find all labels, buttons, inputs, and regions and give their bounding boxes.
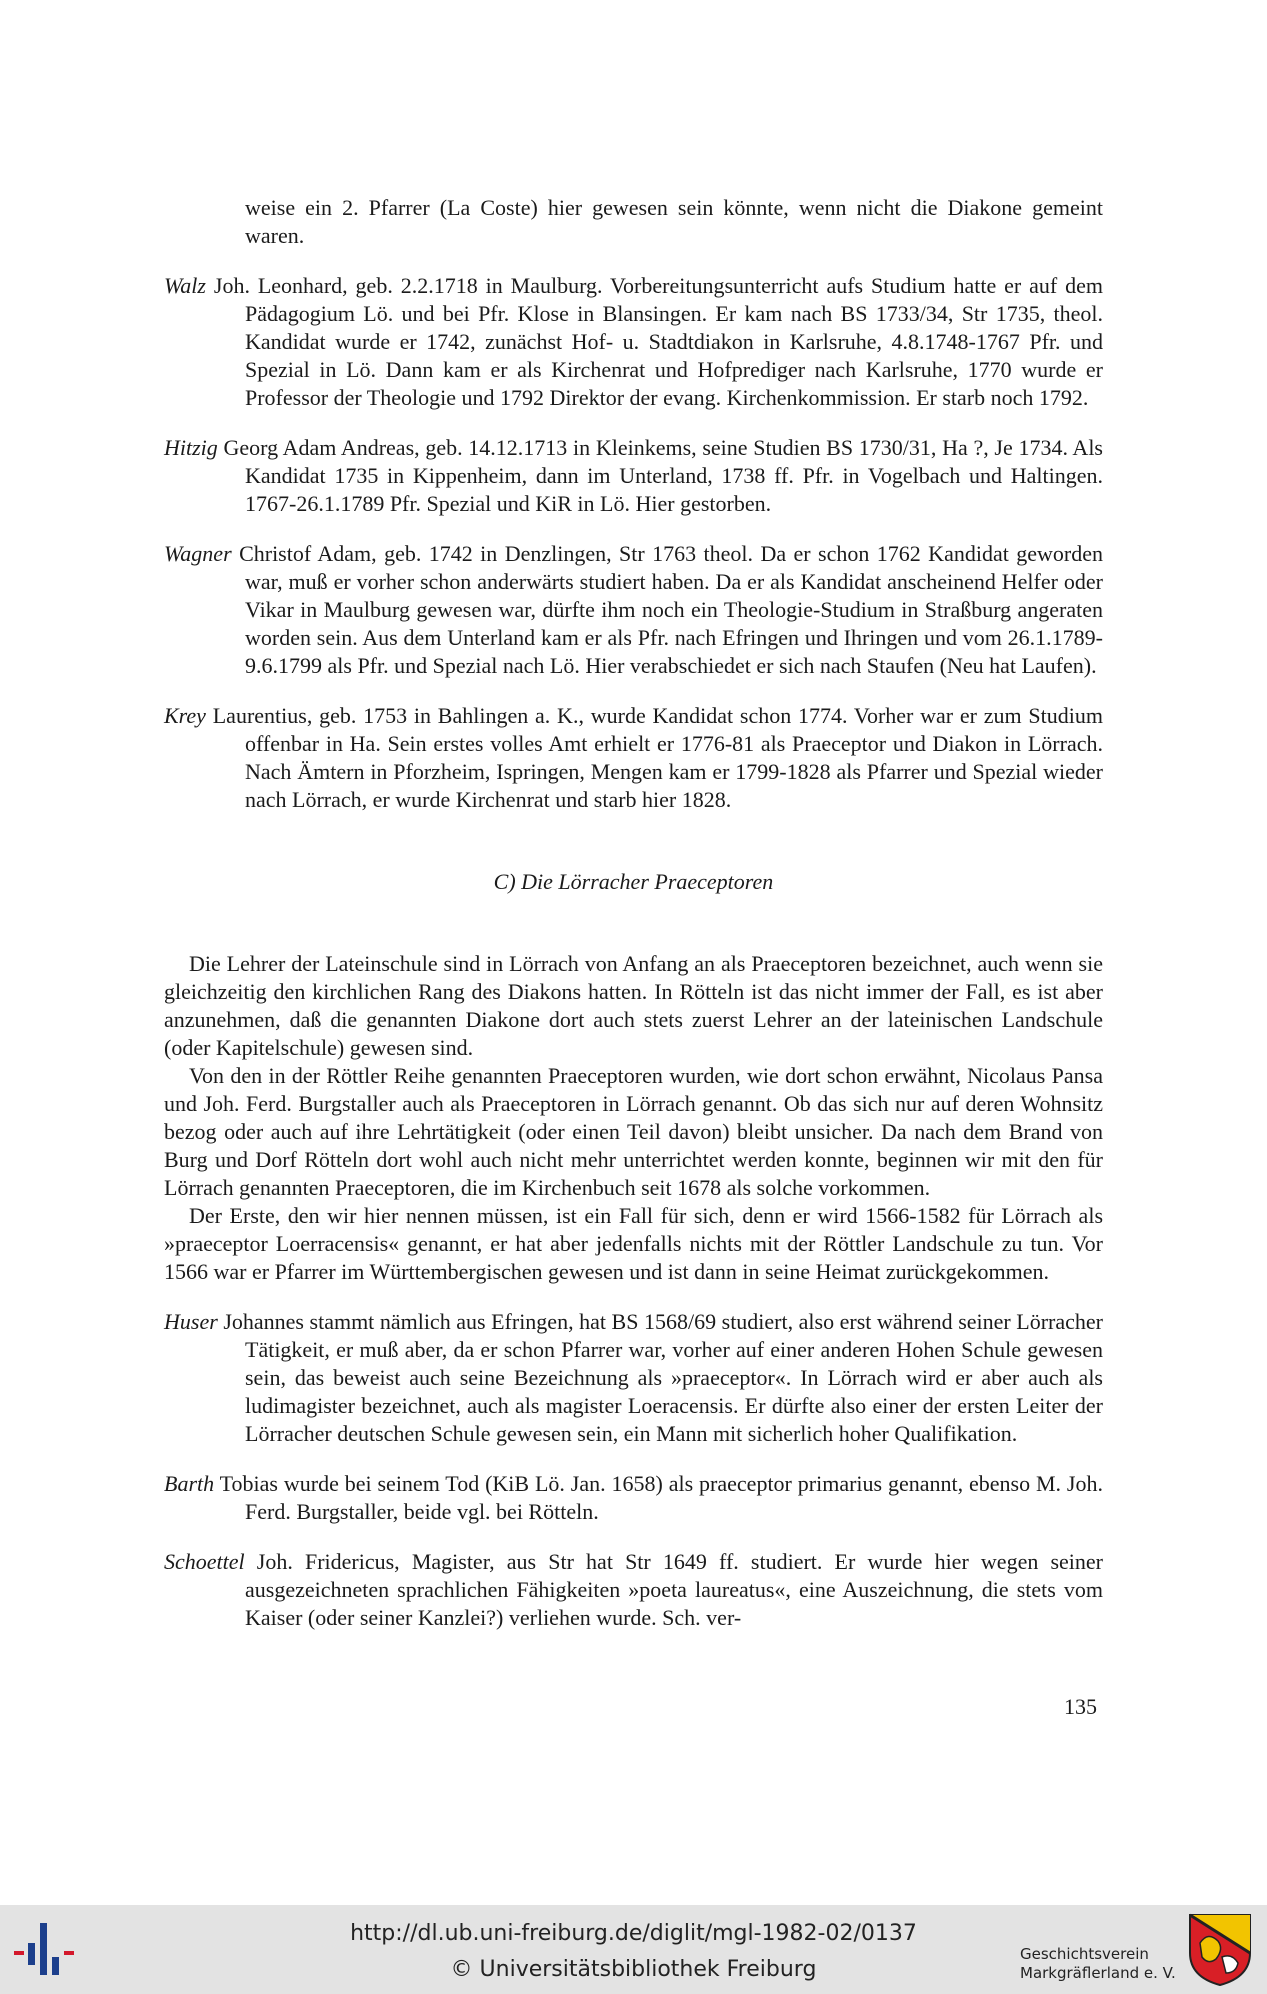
entry-text: Johannes stammt nämlich aus Efringen, hat BS 1568/69 studiert, also erst während seiner Lörracher Tätigkeit, er muß aber, da er schon Pfarrer war, vorher auf einer anderen Hohen Schule gewesen sein, das beweist auch seine Bezeichnung als »praeceptor«. In Lörrach wird er aber auch als ludimagister bezeichnet, auch als magister Loeracensis. Er dürfte also einer der ersten Leiter der Lörracher deutschen Schule gewesen sein, ein Mann mit sicherlich hoher Qualifikation. bbox=[223, 1309, 1103, 1446]
entry-name: Schoettel bbox=[164, 1549, 245, 1574]
entry-text: weise ein 2. Pfarrer (La Coste) hier gewesen sein könnte, wenn nicht die Diakone gemeint waren. bbox=[245, 195, 1103, 248]
footer-url[interactable]: http://dl.ub.uni-freiburg.de/diglit/mgl-1982-02/0137 bbox=[350, 1921, 917, 1946]
entry-text: Joh. Fridericus, Magister, aus Str hat Str 1649 ff. studiert. Er wurde hier wegen seiner ausgezeichneten sprachlichen Fähigkeiten »poeta laureatus«, eine Auszeichnung, die stets vom Kaiser (oder seiner Kanzlei?) verliehen wurde. Sch. ver- bbox=[245, 1549, 1103, 1630]
entries-top bbox=[164, 194, 1103, 814]
paragraphs bbox=[164, 950, 1103, 1286]
entry-text: Georg Adam Andreas, geb. 14.12.1713 in Kleinkems, seine Studien BS 1730/31, Ha ?, Je 1734. Als Kandidat 1735 in Kippenheim, dann im Unterland, 1738 ff. Pfr. in Vogelbach und Haltingen. 1767-26.1.1789 Pfr. Spezial und KiR in Lö. Hier gestorben. bbox=[223, 435, 1103, 516]
biography-entry bbox=[164, 702, 1103, 814]
entry-text: Tobias wurde bei seinem Tod (KiB Lö. Jan. 1658) als praeceptor primarius genannt, ebenso M. Joh. Ferd. Burgstaller, beide vgl. bei Rötteln. bbox=[219, 1471, 1103, 1524]
society-name bbox=[1020, 1945, 1176, 1983]
coat-of-arms-icon bbox=[1188, 1913, 1252, 1987]
entry-name: Hitzig bbox=[164, 435, 218, 460]
entry-name: Wagner bbox=[164, 541, 232, 566]
page-number: 135 bbox=[1064, 1694, 1097, 1719]
body-paragraph: Der Erste, den wir hier nennen müssen, ist ein Fall für sich, denn er wird 1566-1582 für Lörrach als »praeceptor Loerracensis« genannt, er hat aber jedenfalls nichts mit der Röttler Landschule zu tun. Vor 1566 war er Pfarrer im Württembergischen gewesen und ist dann in seine Heimat zurückgekommen. bbox=[164, 1203, 1103, 1284]
biography-entry bbox=[164, 272, 1103, 412]
entry-name: Huser bbox=[164, 1309, 218, 1334]
society-line-1: Geschichtsverein bbox=[1020, 1945, 1149, 1963]
biography-entry bbox=[164, 540, 1103, 680]
section-heading: C) Die Lörracher Praeceptoren bbox=[493, 869, 774, 894]
biography-entry bbox=[164, 1308, 1103, 1448]
entry-text: Joh. Leonhard, geb. 2.2.1718 in Maulburg. Vorbereitungsunterricht aufs Studium hatte er auf dem Pädagogium Lö. und bei Pfr. Klose in Blansingen. Er kam nach BS 1733/34, Str 1735, theol. Kandidat wurde er 1742, zunächst Hof- u. Stadtdiakon in Karlsruhe, 4.8.1748-1767 Pfr. und Spezial in Lö. Dann kam er als Kirchenrat und Hofprediger nach Karlsruhe, 1770 wurde er Professor der Theologie und 1792 Direktor der evang. Kirchenkommission. Er starb noch 1792. bbox=[213, 273, 1103, 410]
footer-bar bbox=[0, 1905, 1267, 1994]
entries-bottom bbox=[164, 1308, 1103, 1632]
body-paragraph: Von den in der Röttler Reihe genannten Praeceptoren wurden, wie dort schon erwähnt, Nicolaus Pansa und Joh. Ferd. Burgstaller auch als Praeceptoren in Lörrach genannt. Ob das sich nur auf deren Wohnsitz bezog oder auch auf ihre Lehrtätigkeit (oder einen Teil davon) bleibt unsicher. Da nach dem Brand von Burg und Dorf Rötteln dort wohl auch nicht mehr unterrichtet werden konnte, beginnen wir mit den für Lörrach genannten Praeceptoren, die im Kirchenbuch seit 1678 als solche vorkommen. bbox=[164, 1063, 1103, 1200]
body-paragraph: Die Lehrer der Lateinschule sind in Lörrach von Anfang an als Praeceptoren bezeichnet, auch wenn sie gleichzeitig den kirchlichen Rang des Diakons hatten. In Rötteln ist das nicht immer der Fall, es ist aber anzunehmen, daß die genannten Diakone dort auch stets zuerst Lehrer an der lateinischen Landschule (oder Kapitelschule) gewesen sind. bbox=[164, 951, 1103, 1060]
biography-entry bbox=[164, 1470, 1103, 1526]
main-text bbox=[164, 172, 1103, 1654]
entry-text: Laurentius, geb. 1753 in Bahlingen a. K., wurde Kandidat schon 1774. Vorher war er zum Studium offenbar in Ha. Sein erstes volles Amt erhielt er 1776-81 als Praeceptor und Diakon in Lörrach. Nach Ämtern in Pforzheim, Ispringen, Mengen kam er 1799-1828 als Pfarrer und Spezial wieder nach Lörrach, er wurde Kirchenrat und starb hier 1828. bbox=[212, 703, 1103, 812]
biography-entry bbox=[164, 194, 1103, 250]
biography-entry bbox=[164, 434, 1103, 518]
entry-name: Walz bbox=[164, 273, 206, 298]
entry-name: Krey bbox=[164, 703, 206, 728]
entry-name: Barth bbox=[164, 1471, 215, 1496]
society-line-2: Markgräflerland e. V. bbox=[1020, 1964, 1176, 1982]
footer-copyright: © Universitätsbibliothek Freiburg bbox=[450, 1957, 817, 1982]
biography-entry bbox=[164, 1548, 1103, 1632]
entry-text: Christof Adam, geb. 1742 in Denzlingen, Str 1763 theol. Da er schon 1762 Kandidat geworden war, muß er vorher schon anderwärts studiert haben. Da er als Kandidat anscheinend Helfer oder Vikar in Maulburg gewesen war, dürfte ihm noch ein Theologie-Studium in Straßburg angeraten worden sein. Aus dem Unterland kam er als Pfr. nach Efringen und Ihringen und vom 26.1.1789-9.6.1799 als Pfr. und Spezial nach Lö. Hier verabschiedet er sich nach Staufen (Neu hat Laufen). bbox=[239, 541, 1103, 678]
